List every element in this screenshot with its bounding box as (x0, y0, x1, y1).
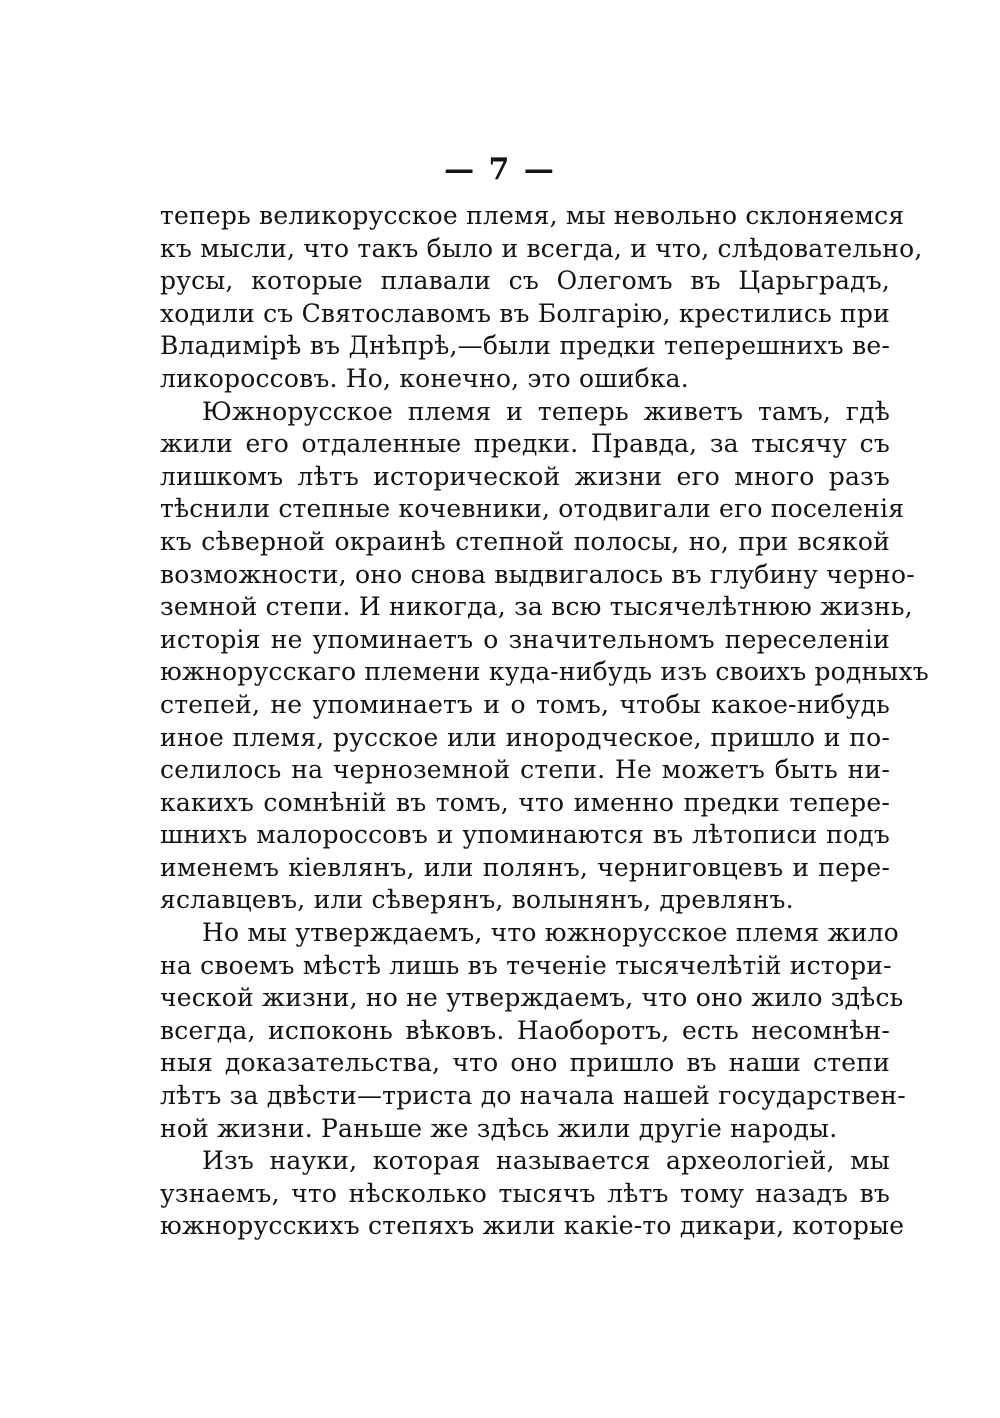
text-line: Южнорусское племя и теперь живетъ тамъ, гдѣ (202, 396, 890, 426)
text-line: лѣтъ за двѣсти—триста до начала нашей государствен- (160, 1081, 906, 1111)
text-line: ходили съ Святославомъ въ Болгарію, крестились при (160, 298, 890, 328)
text-line: яславцевъ, или сѣверянъ, волынянъ, древлянъ. (160, 885, 794, 915)
text-line: всегда, испоконь вѣковъ. Наоборотъ, есть несомнѣн- (160, 1015, 890, 1045)
text-line: Но мы утверждаемъ, что южнорусское племя жило (202, 918, 899, 948)
page-number: — 7 — (444, 152, 556, 187)
text-line: къ мысли, что такъ было и всегда, и что, слѣдовательно, (160, 233, 923, 263)
text-line: узнаемъ, что нѣсколько тысячъ лѣтъ тому назадъ въ (160, 1178, 890, 1208)
text-line: къ сѣверной окраинѣ степной полосы, но, при всякой (160, 526, 890, 556)
text-line: ной жизни. Раньше же здѣсь жили другіе народы. (160, 1113, 838, 1143)
text-line: шнихъ малороссовъ и упоминаются въ лѣтописи подъ (160, 820, 890, 850)
text-line: Изъ науки, которая называется археологіей, мы (202, 1146, 890, 1176)
paragraph (160, 1145, 905, 1243)
text-line: жили его отдаленные предки. Правда, за тысячу съ (160, 429, 890, 459)
text-line: тѣснили степные кочевники, отодвигали его поселенія (160, 494, 905, 524)
text-line: исторія не упоминаетъ о значительномъ переселеніи (160, 624, 890, 654)
text-line: земной степи. И никогда, за всю тысячелѣтнюю жизнь, (160, 592, 913, 622)
text-line: теперь великорусское племя, мы невольно склоняемся (160, 201, 905, 230)
text-line: Владимірѣ въ Днѣпрѣ,—были предки теперешнихъ ве- (160, 331, 890, 361)
text-line: степей, не упоминаетъ и о томъ, чтобы какое-нибудь (160, 689, 890, 719)
text-line: на своемъ мѣстѣ лишь въ теченіе тысячелѣтій истори- (160, 950, 892, 980)
text-line: южнорусскихъ степяхъ жили какіе-то дикари, которые (160, 1211, 905, 1241)
text-line: ныя доказательства, что оно пришло въ наши степи (160, 1048, 890, 1078)
paragraph (160, 200, 923, 396)
paragraph (160, 917, 906, 1145)
text-line: возможности, оно снова выдвигалось въ глубину черно- (160, 559, 915, 589)
text-line: южнорусскаго племени куда-нибудь изъ своихъ родныхъ (160, 657, 929, 687)
paragraph (160, 396, 929, 918)
text-line: селилось на черноземной степи. Не можетъ быть ни- (160, 755, 890, 785)
text-line: русы, которые плавали съ Олегомъ въ Царьградъ, (160, 266, 890, 296)
text-line: ликороссовъ. Но, конечно, это ошибка. (160, 363, 689, 393)
text-line: иное племя, русское или инородческое, пришло и по- (160, 722, 890, 752)
text-line: лишкомъ лѣтъ исторической жизни его много разъ (160, 461, 890, 491)
text-line: именемъ кіевлянъ, или полянъ, черниговцевъ и пере- (160, 852, 890, 882)
body-text (160, 200, 929, 1243)
text-line: какихъ сомнѣній въ томъ, что именно предки тепере- (160, 787, 890, 817)
text-line: ческой жизни, но не утверждаемъ, что оно жило здѣсь (160, 983, 904, 1013)
